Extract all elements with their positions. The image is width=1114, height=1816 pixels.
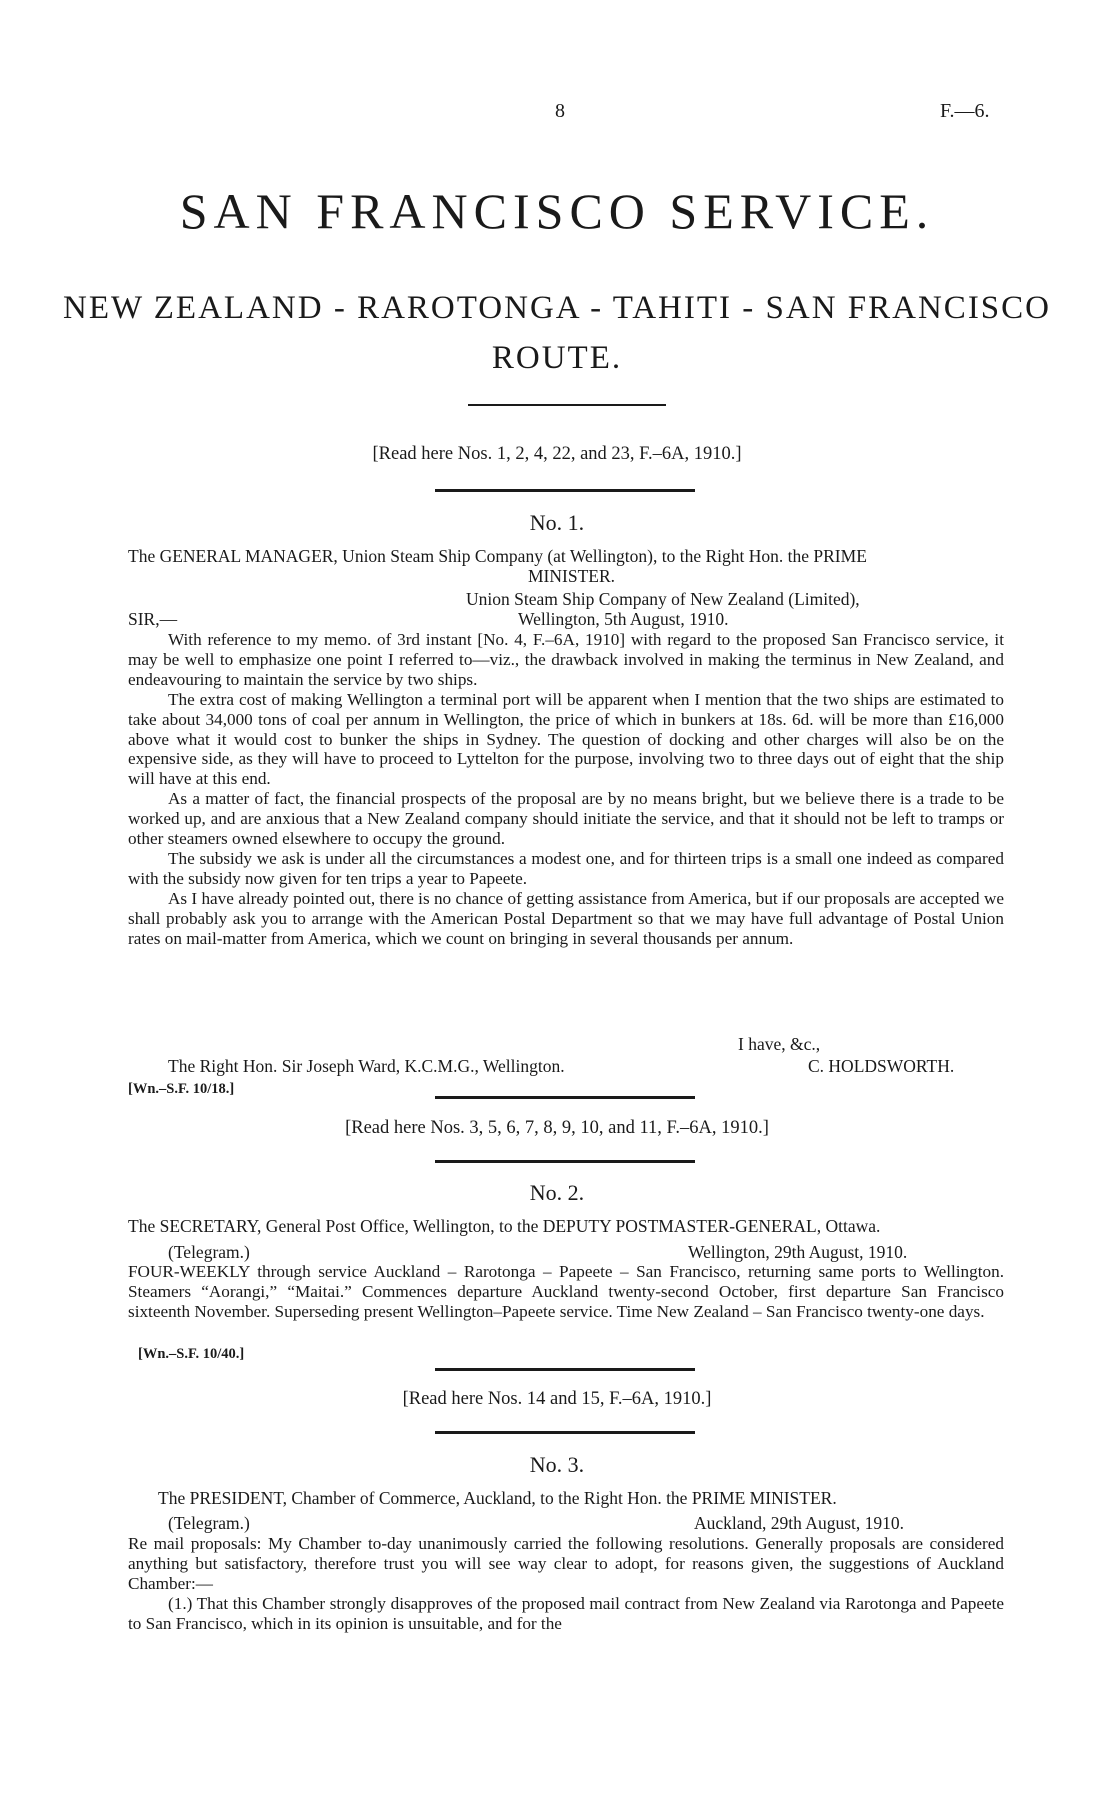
section-1-place-date: Wellington, 5th August, 1910. [518, 609, 729, 629]
paragraph: FOUR-WEEKLY through service Auckland – Rarotonga – Papeete – San Francisco, returning same ports to Wellington. Steamers “Aorangi,” “Maitai.” Commences departure Auckland twenty-second October, first departure San Francisco sixteenth November. Superseding present Wellington–Papeete service. Time New Zealand – San Francisco twenty-one days. [128, 1262, 1004, 1321]
section-1-from-cont: MINISTER. [528, 566, 616, 586]
section-3-from: The PRESIDENT, Chamber of Commerce, Auckland, to the Right Hon. the PRIME MINISTER. [158, 1488, 837, 1508]
paragraph: As I have already pointed out, there is no chance of getting assistance from America, but if our proposals are accepted we shall probably ask you to arrange with the American Postal Department so that we may have full advantage of Postal Union rates on mail-matter from America, which we count on bringing in several thousands per annum. [128, 888, 1004, 948]
page-number: 8 [555, 100, 565, 122]
section-2-telegram-label: (Telegram.) [168, 1242, 250, 1262]
section-2-place-date: Wellington, 29th August, 1910. [688, 1242, 908, 1262]
section-3-place-date: Auckland, 29th August, 1910. [694, 1513, 904, 1533]
section-1-addressee: The Right Hon. Sir Joseph Ward, K.C.M.G., Wellington. [168, 1056, 565, 1076]
section-2-telegram-body [128, 1262, 1004, 1322]
paragraph: The extra cost of making Wellington a terminal port will be apparent when I mention that the two ships are estimated to take about 34,000 tons of coal per annum in Wellington, the price of which in bunkers at 18s. 6d. will be more than £16,000 above what it would cost to bunker the ships in Sydney. The question of docking and other charges will also be on the expensive side, as they will have to proceed to Lyttelton for the purpose, involving two to three days out of eight that the ship will have at this end. [128, 689, 1004, 789]
read-here-note-1: [Read here Nos. 1, 2, 4, 22, and 23, F.–6A, 1910.] [372, 444, 742, 464]
resolution-paragraph: (1.) That this Chamber strongly disapproves of the proposed mail contract from New Zealand via Rarotonga and Papeete to San Francisco, which in its opinion is unsuitable, and for the [128, 1593, 1004, 1633]
section-divider-1 [435, 489, 695, 492]
document-reference: F.—6. [940, 100, 990, 122]
section-1-address: Union Steam Ship Company of New Zealand (Limited), [466, 589, 860, 609]
route-title-line1: NEW ZEALAND - RAROTONGA - TAHITI - SAN FRANCISCO [62, 290, 1051, 326]
paragraph: As a matter of fact, the financial prospects of the proposal are by no means bright, but we believe there is a trade to be worked up, and are anxious that a New Zealand company should initiate the service, and that it should not be left to tramps or other steamers owned elsewhere to occupy the ground. [128, 789, 1004, 849]
section-2-number: No. 2. [529, 1180, 585, 1205]
section-1-number: No. 1. [529, 510, 585, 535]
section-3-telegram-label: (Telegram.) [168, 1513, 250, 1533]
section-3-number: No. 3. [529, 1452, 585, 1477]
section-2-file-ref: [Wn.–S.F. 10/40.] [138, 1346, 245, 1362]
read-here-note-2: [Read here Nos. 3, 5, 6, 7, 8, 9, 10, and 11, F.–6A, 1910.] [345, 1118, 769, 1138]
section-divider-3 [435, 1160, 695, 1163]
paragraph: With reference to my memo. of 3rd instant [No. 4, F.–6A, 1910] with regard to the proposed San Francisco service, it may be well to emphasize one point I referred to—viz., the drawback involved in making the terminus in New Zealand, and endeavouring to maintain the service by two ships. [128, 630, 1004, 689]
paragraph: Re mail proposals: My Chamber to-day unanimously carried the following resolutions. Generally proposals are considered anything but satisfactory, therefore trust you will see way clear to adopt, for reasons given, the suggestions of Auckland Chamber:— [128, 1534, 1004, 1593]
read-here-note-3: [Read here Nos. 14 and 15, F.–6A, 1910.] [402, 1389, 712, 1409]
section-1-closing: I have, &c., [738, 1034, 821, 1054]
paragraph: The subsidy we ask is under all the circumstances a modest one, and for thirteen trips is a small one indeed as compared with the subsidy now given for ten trips a year to Papeete. [128, 848, 1004, 888]
title-divider [468, 404, 666, 406]
section-1-letter-body [128, 630, 1004, 949]
page-title: SAN FRANCISCO SERVICE. [179, 183, 935, 239]
section-divider-5 [435, 1431, 695, 1434]
route-title-line2: ROUTE. [491, 340, 623, 376]
section-1-file-ref: [Wn.–S.F. 10/18.] [128, 1081, 235, 1097]
section-3-telegram-body [128, 1534, 1004, 1634]
section-divider-4 [435, 1368, 695, 1371]
section-1-signature: C. HOLDSWORTH. [808, 1056, 955, 1076]
section-2-from: The SECRETARY, General Post Office, Wellington, to the DEPUTY POSTMASTER-GENERAL, Ottawa. [128, 1216, 881, 1236]
section-1-salutation: SIR,— [128, 609, 178, 629]
section-divider-2 [435, 1096, 695, 1099]
section-1-from: The GENERAL MANAGER, Union Steam Ship Company (at Wellington), to the Right Hon. the PRIME [128, 546, 867, 566]
